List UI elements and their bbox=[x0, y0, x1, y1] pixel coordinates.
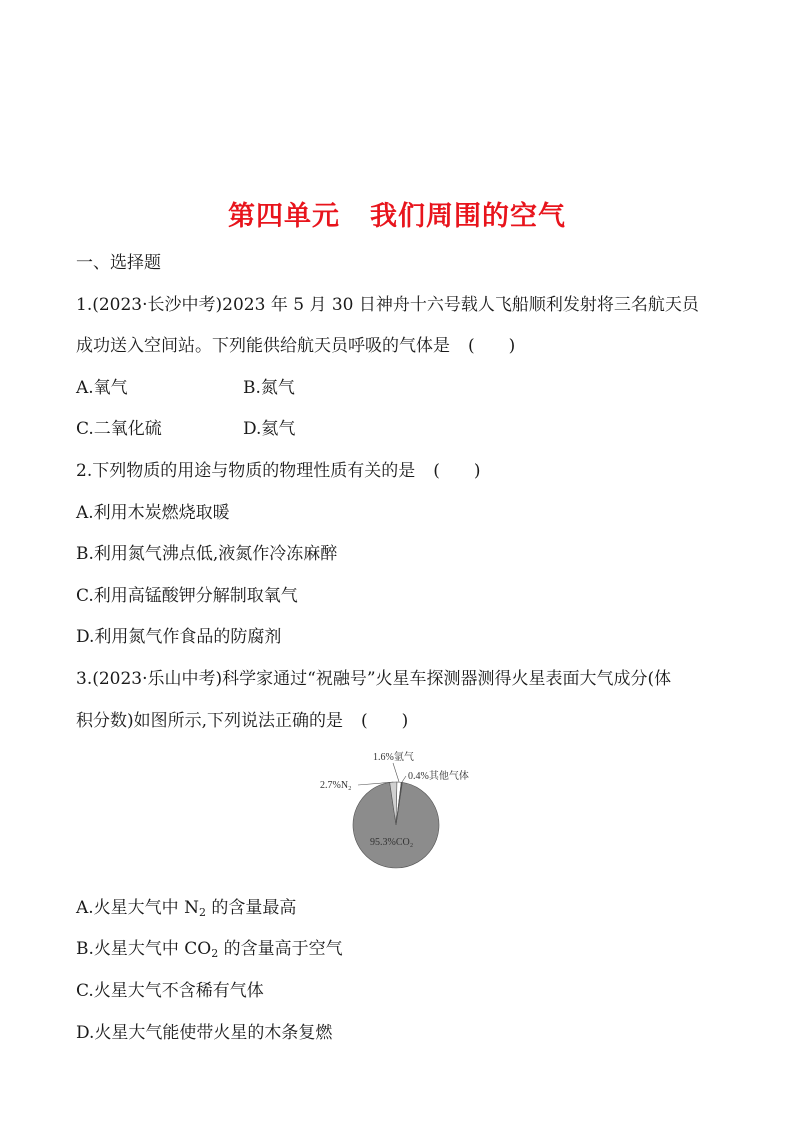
title-topic: 我们周围的空气 bbox=[370, 201, 566, 232]
q2-option-c: C.利用高锰酸钾分解制取氧气 bbox=[76, 586, 298, 606]
q3-stem-line2 bbox=[76, 709, 408, 733]
section-heading: 一、选择题 bbox=[76, 253, 161, 273]
page-title bbox=[0, 194, 794, 233]
q3-option-a: A.火星大气中 $N_2$ 的含量最高 bbox=[76, 898, 297, 919]
q2-stem-text: 2.下列物质的用途与物质的物理性质有关的是 bbox=[76, 461, 416, 481]
q2-answer-blank: ( ) bbox=[433, 461, 481, 481]
q1-answer-blank: ( ) bbox=[468, 336, 516, 356]
pie-leader-3 bbox=[402, 776, 406, 782]
q1-option-b: B.氮气 bbox=[243, 378, 295, 398]
q1-stem-line2 bbox=[76, 334, 515, 358]
mars-atmosphere-pie-chart bbox=[300, 742, 500, 874]
q1-stem-text: 成功送入空间站。下列能供给航天员呼吸的气体是 bbox=[76, 336, 450, 356]
q2-option-a: A.利用木炭燃烧取暖 bbox=[76, 503, 230, 523]
q1-option-c: C.二氧化硫 bbox=[76, 419, 162, 439]
q3-option-d: D.火星大气能使带火星的木条复燃 bbox=[76, 1023, 333, 1043]
title-unit: 第四单元 bbox=[228, 201, 340, 232]
q3-stem-text: 积分数)如图所示,下列说法正确的是 bbox=[76, 711, 344, 731]
pie-leader-2 bbox=[393, 763, 399, 782]
q2-option-d: D.利用氮气作食品的防腐剂 bbox=[76, 627, 282, 647]
q3-option-c: C.火星大气不含稀有气体 bbox=[76, 981, 264, 1001]
q1-stem-line1: 1.(2023·长沙中考)2023 年 5 月 30 日神舟十六号载人飞船顺利发射将三名航天员 bbox=[76, 295, 699, 315]
q2-option-b: B.利用氮气沸点低,液氮作冷冻麻醉 bbox=[76, 544, 338, 564]
pie-label-0: 95.3%CO₂ bbox=[370, 837, 414, 848]
pie-label-3: 0.4%其他气体 bbox=[408, 771, 469, 782]
q3-stem-line1: 3.(2023·乐山中考)科学家通过“祝融号”火星车探测器测得火星表面大气成分(体 bbox=[76, 669, 672, 689]
pie-label-1: 2.7%N₂ bbox=[320, 780, 352, 791]
q3-option-b: B.火星大气中 $CO_2$ 的含量高于空气 bbox=[76, 939, 343, 960]
q3-answer-blank: ( ) bbox=[361, 711, 409, 731]
q2-stem bbox=[76, 459, 481, 483]
q1-option-d: D.氦气 bbox=[243, 419, 296, 439]
q1-option-a: A.氧气 bbox=[76, 378, 128, 398]
pie-label-2: 1.6%氩气 bbox=[373, 752, 414, 763]
